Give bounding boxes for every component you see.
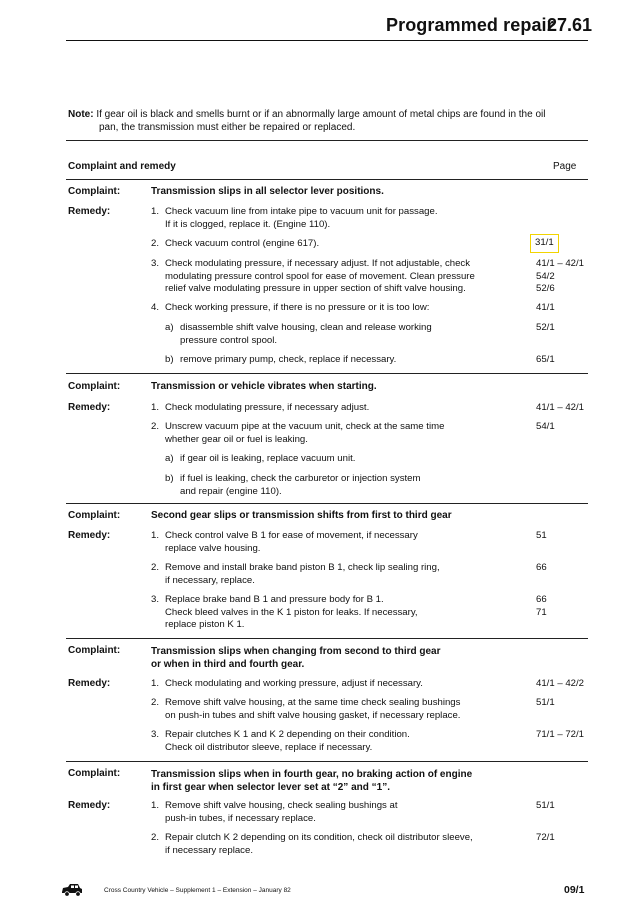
item-text: Check control valve B 1 for ease of movement, if necessary replace valve housing. [165, 530, 418, 554]
section-rule [66, 761, 588, 762]
item-number: 2. [151, 562, 160, 573]
item-number: 3. [151, 594, 160, 605]
item-text: Check modulating and working pressure, adjust if necessary. [165, 678, 423, 689]
complaint-text: Transmission slips when in fourth gear, no braking action of engine in first gear when selector lever set at “2” and “1”. [151, 769, 473, 793]
complaint-text: Transmission slips in all selector lever positions. [151, 186, 384, 197]
page-column-heading: Page [553, 161, 577, 172]
item-text: Remove shift valve housing, check sealing bushings at push-in tubes, if necessary replace. [165, 800, 398, 824]
sub-item-text: remove primary pump, check, replace if necessary. [180, 354, 397, 365]
section-rule [66, 638, 588, 639]
page-ref: 52/1 [536, 322, 555, 333]
sub-item-text: disassemble shift valve housing, clean and release working pressure control spool. [180, 322, 432, 346]
page-ref: 51 [536, 530, 547, 541]
page-ref: 41/1 – 42/1 [536, 402, 585, 413]
page-title: Programmed repair [386, 15, 554, 35]
remedy-label: Remedy: [68, 206, 111, 217]
item-number: 2. [151, 238, 160, 249]
item-text: Check modulating pressure, if necessary adjust. [165, 402, 370, 413]
item-number: 2. [151, 421, 160, 432]
item-number: 4. [151, 302, 160, 313]
page-ref: 66 [536, 562, 547, 573]
remedy-label: Remedy: [68, 800, 111, 811]
table-heading-rule [66, 179, 588, 180]
item-text: Remove and install brake band piston B 1, check lip sealing ring, if necessary, replace. [165, 562, 440, 586]
item-number: 1. [151, 800, 160, 811]
sub-item-text: if fuel is leaking, check the carburetor or injection system and repair (engine 110). [180, 473, 421, 497]
remedy-label: Remedy: [68, 530, 111, 541]
note-rule [66, 140, 588, 141]
sub-item-letter: a) [165, 453, 174, 464]
complaint-label: Complaint: [68, 510, 121, 521]
section-number: 27.61 [547, 15, 593, 35]
complaint-label: Complaint: [68, 768, 121, 779]
sub-item-letter: a) [165, 322, 174, 333]
item-text: Repair clutches K 1 and K 2 depending on their condition. Check oil distributor sleeve, replace if necessary. [165, 729, 410, 753]
item-number: 1. [151, 530, 160, 541]
page-ref: 72/1 [536, 832, 555, 843]
complaint-label: Complaint: [68, 381, 121, 392]
page-ref: 54/1 [536, 421, 555, 432]
item-text: Unscrew vacuum pipe at the vacuum unit, check at the same time whether gear oil or fuel is leaking. [165, 421, 445, 445]
item-number: 2. [151, 832, 160, 843]
item-number: 2. [151, 697, 160, 708]
vehicle-icon [60, 883, 84, 897]
item-number: 3. [151, 258, 160, 269]
remedy-label: Remedy: [68, 678, 111, 689]
section-rule [66, 503, 588, 504]
item-number: 3. [151, 729, 160, 740]
complaint-text: Transmission slips when changing from second to third gear or when in third and fourth gear. [151, 646, 441, 670]
page-ref-highlighted: 31/1 [530, 234, 559, 253]
item-number: 1. [151, 206, 160, 217]
sub-item-letter: b) [165, 473, 174, 484]
item-text: Repair clutch K 2 depending on its condition, check oil distributor sleeve, if necessary replace. [165, 832, 473, 856]
table-heading: Complaint and remedy [68, 161, 176, 172]
header-rule [66, 40, 588, 41]
page-ref: 41/1 – 42/2 [536, 678, 585, 689]
section-rule [66, 373, 588, 374]
page-ref: 41/1 [536, 302, 555, 313]
item-text: Replace brake band B 1 and pressure body for B 1. Check bleed valves in the K 1 piston for leaks. If necessary, replace piston K 1. [165, 594, 418, 630]
complaint-label: Complaint: [68, 186, 121, 197]
item-text: Check vacuum line from intake pipe to vacuum unit for passage. If it is clogged, replace it. (Engine 110). [165, 206, 438, 230]
page-ref: 51/1 [536, 697, 555, 708]
footer-text: Cross Country Vehicle – Supplement 1 – Extension – January 82 [104, 887, 291, 894]
item-number: 1. [151, 678, 160, 689]
complaint-label: Complaint: [68, 645, 121, 656]
note-line-1: If gear oil is black and smells burnt or if an abnormally large amount of metal chips are found in the oil [96, 109, 546, 120]
complaint-text: Second gear slips or transmission shifts from first to third gear [151, 510, 452, 521]
footer-page-number: 09/1 [564, 884, 585, 896]
page-ref: 51/1 [536, 800, 555, 811]
page-ref: 66 71 [536, 594, 547, 618]
page-ref: 71/1 – 72/1 [536, 729, 585, 740]
item-text: Check working pressure, if there is no pressure or it is too low: [165, 302, 430, 313]
note-label: Note: [68, 109, 94, 120]
complaint-text: Transmission or vehicle vibrates when starting. [151, 381, 377, 392]
page-ref: 41/1 – 42/1 54/2 52/6 [536, 258, 585, 294]
sub-item-text: if gear oil is leaking, replace vacuum unit. [180, 453, 356, 464]
sub-item-letter: b) [165, 354, 174, 365]
note-line-2: pan, the transmission must either be repaired or replaced. [99, 122, 356, 133]
remedy-label: Remedy: [68, 402, 111, 413]
item-text: Remove shift valve housing, at the same time check sealing bushings on push-in tubes and shift valve housing gasket, if necessary replace. [165, 697, 461, 721]
page-ref: 65/1 [536, 354, 555, 365]
item-text: Check vacuum control (engine 617). [165, 238, 320, 249]
item-text: Check modulating pressure, if necessary adjust. If not adjustable, check modulating pressure control spool for ease of movement. Clean pressure relief valve modulating pressure in upper section of shift valve housing. [165, 258, 475, 294]
item-number: 1. [151, 402, 160, 413]
note-block [68, 108, 590, 134]
